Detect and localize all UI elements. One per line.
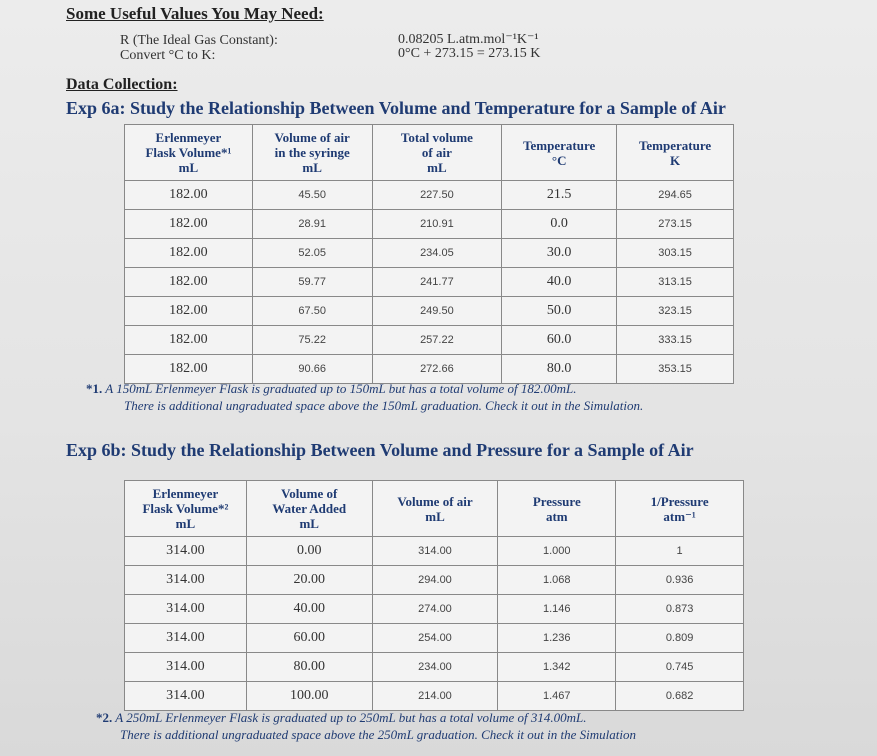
table-cell: 323.15 [617,297,734,326]
gas-constant-value: 0.08205 L.atm.mol⁻¹K⁻¹ [398,32,539,47]
table-row [125,297,734,326]
exp6a-table [124,124,734,384]
table-cell: 314.00 [125,566,247,595]
exp6b-note [96,709,587,726]
header-temperature-c: Temperature °C [502,125,617,181]
table-cell: 40.00 [246,595,372,624]
table-cell: 75.22 [252,326,372,355]
table-cell: 0.936 [616,566,744,595]
table-cell: 182.00 [125,268,253,297]
header-total-volume: Total volume of air mL [372,125,502,181]
note-marker: *2. [96,710,113,725]
useful-values-title: Some Useful Values You May Need: [66,4,324,23]
table-cell: 90.66 [252,355,372,384]
table-cell: 1.467 [498,682,616,711]
header-pressure: Pressure atm [498,481,616,537]
note-line-2: There is additional ungraduated space above the 250mL graduation. Check it out in the Simulation [120,727,636,742]
table-cell: 30.0 [502,239,617,268]
table-cell: 274.00 [372,595,498,624]
table-cell: 20.00 [246,566,372,595]
table-row [125,566,744,595]
table-row [125,537,744,566]
exp6b-header-row [125,481,744,537]
table-cell: 303.15 [617,239,734,268]
table-cell: 182.00 [125,181,253,210]
table-cell: 353.15 [617,355,734,384]
table-cell: 182.00 [125,355,253,384]
table-cell: 1.236 [498,624,616,653]
table-row [125,624,744,653]
table-cell: 1.000 [498,537,616,566]
table-cell: 294.65 [617,181,734,210]
header-syringe-volume: Volume of air in the syringe mL [252,125,372,181]
convert-label: Convert °C to K: [120,48,216,63]
table-cell: 0.0 [502,210,617,239]
table-cell: 294.00 [372,566,498,595]
note-line-2: There is additional ungraduated space above the 150mL graduation. Check it out in the Simulation. [124,398,644,413]
table-row [125,239,734,268]
exp6a-title: Exp 6a: Study the Relationship Between Volume and Temperature for a Sample of Air [66,98,726,118]
table-cell: 314.00 [372,537,498,566]
table-cell: 314.00 [125,653,247,682]
table-cell: 100.00 [246,682,372,711]
exp6b-table [124,480,744,711]
table-row [125,268,734,297]
header-temperature-k: Temperature K [617,125,734,181]
note-marker: *1. [86,381,103,396]
table-cell: 1.342 [498,653,616,682]
table-cell: 59.77 [252,268,372,297]
gas-constant-label: R (The Ideal Gas Constant): [120,33,278,48]
table-row [125,682,744,711]
table-cell: 45.50 [252,181,372,210]
table-cell: 80.00 [246,653,372,682]
table-cell: 28.91 [252,210,372,239]
table-cell: 0.00 [246,537,372,566]
header-water-added: Volume of Water Added mL [246,481,372,537]
table-cell: 67.50 [252,297,372,326]
table-cell: 21.5 [502,181,617,210]
convert-value: 0°C + 273.15 = 273.15 K [398,46,541,61]
table-cell: 314.00 [125,537,247,566]
table-cell: 80.0 [502,355,617,384]
table-cell: 182.00 [125,297,253,326]
table-cell: 1.068 [498,566,616,595]
table-cell: 40.0 [502,268,617,297]
table-cell: 227.50 [372,181,502,210]
table-cell: 182.00 [125,210,253,239]
table-cell: 333.15 [617,326,734,355]
table-cell: 182.00 [125,239,253,268]
table-cell: 254.00 [372,624,498,653]
table-cell: 0.873 [616,595,744,624]
table-cell: 210.91 [372,210,502,239]
table-row [125,326,734,355]
table-cell: 52.05 [252,239,372,268]
table-cell: 214.00 [372,682,498,711]
table-cell: 0.682 [616,682,744,711]
table-cell: 50.0 [502,297,617,326]
header-inverse-pressure: 1/Pressure atm⁻¹ [616,481,744,537]
table-cell: 257.22 [372,326,502,355]
table-cell: 272.66 [372,355,502,384]
data-collection-heading: Data Collection: [66,76,178,93]
table-cell: 1 [616,537,744,566]
table-cell: 249.50 [372,297,502,326]
table-cell: 314.00 [125,624,247,653]
table-cell: 234.05 [372,239,502,268]
table-cell: 182.00 [125,326,253,355]
table-cell: 273.15 [617,210,734,239]
header-volume-of-air: Volume of air mL [372,481,498,537]
header-flask-volume: Erlenmeyer Flask Volume*² mL [125,481,247,537]
table-cell: 60.0 [502,326,617,355]
table-cell: 314.00 [125,682,247,711]
table-row [125,210,734,239]
header-flask-volume: Erlenmeyer Flask Volume*¹ mL [125,125,253,181]
exp6a-header-row [125,125,734,181]
table-cell: 60.00 [246,624,372,653]
table-row [125,595,744,624]
exp6b-title: Exp 6b: Study the Relationship Between Volume and Pressure for a Sample of Air [66,440,694,460]
note-line-1: A 150mL Erlenmeyer Flask is graduated up to 150mL but has a total volume of 182.00mL. [105,381,577,396]
table-cell: 313.15 [617,268,734,297]
table-cell: 234.00 [372,653,498,682]
note-line-1: A 250mL Erlenmeyer Flask is graduated up to 250mL but has a total volume of 314.00mL. [115,710,587,725]
table-row [125,653,744,682]
table-row [125,181,734,210]
table-cell: 314.00 [125,595,247,624]
table-cell: 241.77 [372,268,502,297]
table-cell: 0.809 [616,624,744,653]
table-cell: 0.745 [616,653,744,682]
table-cell: 1.146 [498,595,616,624]
exp6a-note [86,380,577,397]
